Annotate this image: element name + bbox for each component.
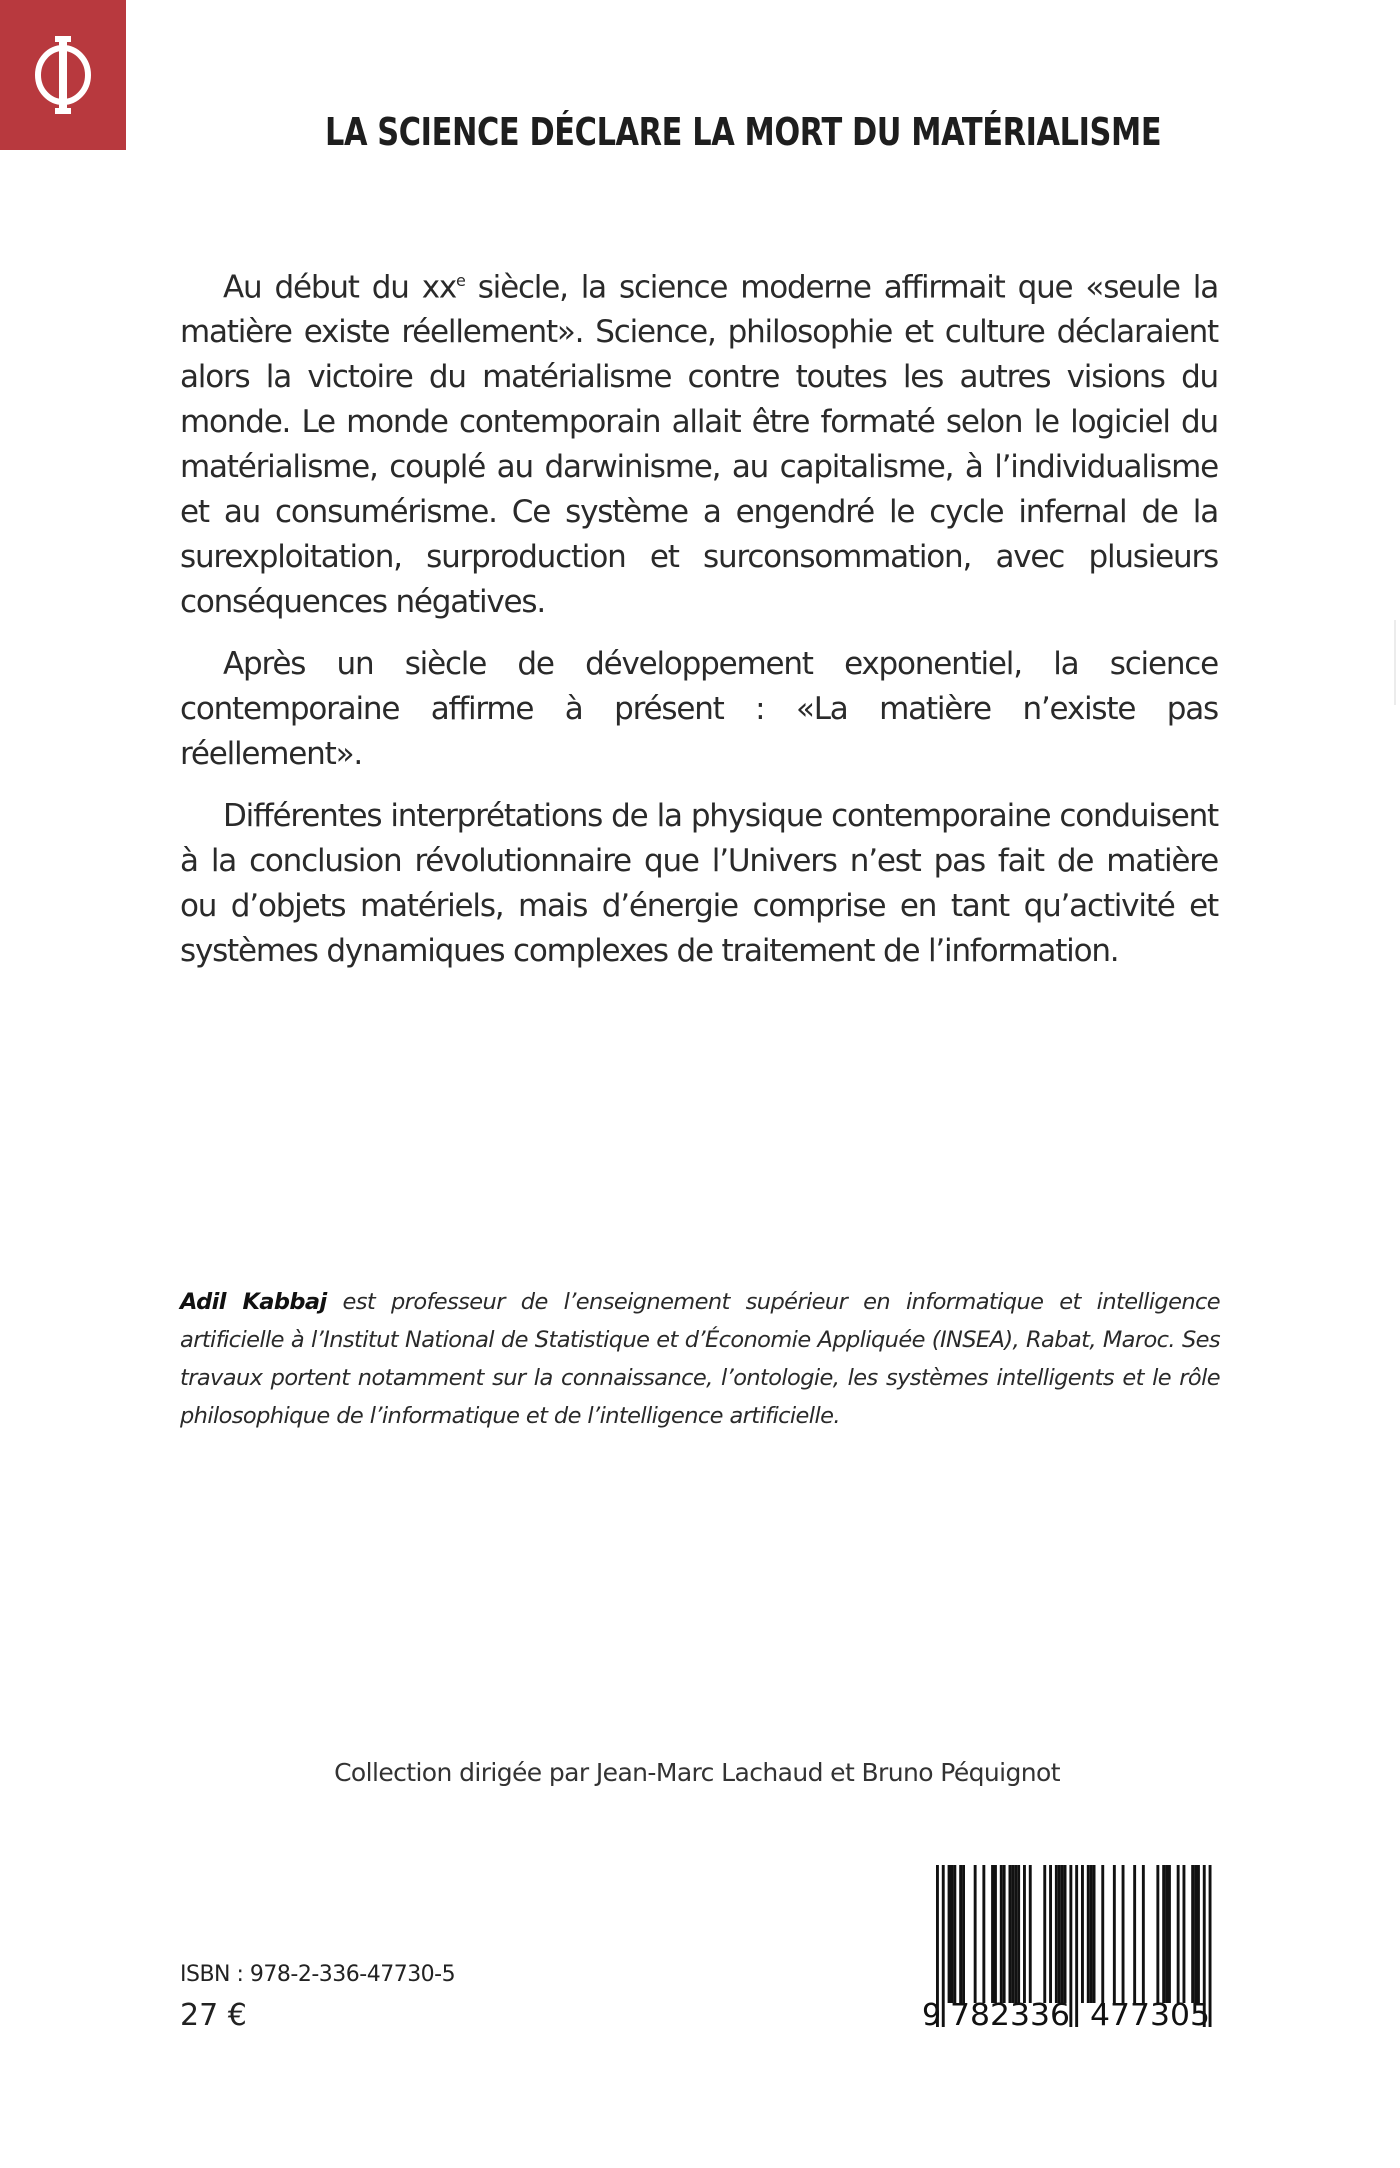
barcode-bar [1043, 1865, 1046, 2003]
barcode-bar [1058, 1865, 1061, 2003]
barcode-bar [1090, 1865, 1093, 2003]
barcode-bar [1113, 1865, 1116, 2003]
barcode-bar [1191, 1865, 1194, 2003]
barcode-bar [1000, 1865, 1003, 2003]
barcode-bar [1061, 1865, 1064, 2003]
barcode-bar [1055, 1865, 1058, 2003]
barcode-bar [1011, 1865, 1014, 2003]
barcode-bar [1133, 1865, 1136, 2003]
barcode-bar [982, 1865, 985, 2003]
barcode-digits-right: 477305 [1090, 1998, 1210, 2032]
blurb-paragraph: Différentes interprétations de la physique contemporaine conduisent à la conclusion révolutionnaire que l’Univers n’est pas fait de matière ou d’objets matériels, mais d’énergie comprise en tant qu’activité et systèmes dynamiques complexes de traitement de l’information. [180, 798, 1218, 970]
barcode-bar [1165, 1865, 1168, 2003]
barcode-bar [1101, 1865, 1104, 2003]
superscript: e [456, 271, 465, 290]
barcode-bar [953, 1865, 956, 2003]
barcode-bar [1156, 1865, 1159, 2003]
barcode-bar [1017, 1865, 1020, 2003]
barcode-bar [1014, 1865, 1017, 2003]
barcode-bar [1081, 1865, 1084, 2003]
barcode-bar [1023, 1865, 1026, 2003]
barcode-bar [962, 1865, 965, 2003]
isbn: ISBN : 978-2-336-47730-5 [180, 1962, 456, 1987]
barcode-bar [1177, 1865, 1180, 2003]
barcode-bar [1197, 1865, 1200, 2003]
barcode-bar [1168, 1865, 1171, 2003]
publisher-logo [0, 0, 126, 150]
barcode-bar [951, 1865, 954, 2003]
collection-text: Collection dirigée par Jean-Marc Lachaud et Bruno Péquignot [334, 1758, 1060, 1787]
barcode-bar [1029, 1865, 1032, 2003]
author-name: Adil Kabbaj [180, 1289, 327, 1315]
barcode-guard-bar [1075, 1865, 1078, 2027]
blurb-text: Au début du xx [223, 269, 457, 306]
barcode-bar [1049, 1865, 1052, 2003]
barcode-bar [959, 1865, 962, 2003]
barcode-digits-left: 782336 [950, 1998, 1070, 2032]
author-bio [180, 1283, 1220, 1435]
collection-credit [0, 1758, 1400, 1787]
barcode-bar [1122, 1865, 1125, 2003]
price: 27 € [180, 1998, 247, 2033]
blurb-text: siècle, la science moderne affirmait que «seule la matière existe réellement». Science, philosophie et culture déclaraient alors la victoire du matérialisme contre toutes les autres visions du monde. Le monde contemporain allait être formaté selon le logiciel du matérialisme, couplé au darwinisme, au capitalisme, à l’individualisme et au consumérisme. Ce système a engendré le cycle infernal de la surexploitation, surproduction et surconsommation, avec plusieurs conséquences négatives. [180, 269, 1218, 621]
barcode-digit-prefix: 9 [922, 1998, 942, 2032]
barcode-guard-bar [942, 1865, 945, 2027]
phi-logo-icon [0, 0, 126, 150]
barcode-bar [1142, 1865, 1145, 2003]
isbn-barcode [922, 1862, 1222, 2032]
barcode-bar [1194, 1865, 1197, 2003]
barcode-bar [974, 1865, 977, 2003]
back-cover-blurb [180, 258, 1218, 991]
barcode-bar [948, 1865, 951, 2003]
barcode-bar [994, 1865, 997, 2003]
barcode-bar [1064, 1865, 1067, 2003]
barcode-bar [1087, 1865, 1090, 2003]
book-title: LA SCIENCE DÉCLARE LA MORT DU MATÉRIALISME [325, 110, 1162, 154]
barcode-bar [1093, 1865, 1096, 2003]
blurb-paragraph: Après un siècle de développement exponentiel, la science contemporaine affirme à présent : «La matière n’existe pas réellement». [180, 646, 1218, 773]
barcode-bar [1009, 1865, 1012, 2003]
barcode-bar [1003, 1865, 1006, 2003]
barcode-bar [1162, 1865, 1165, 2003]
author-bio-text: est professeur de l’enseignement supérieur en informatique et intelligence artificielle à l’Institut National de Statistique et d’Économie Appliquée (INSEA), Rabat, Maroc. Ses travaux portent notamment sur la connaissance, l’ontologie, les systèmes intelligents et le rôle philosophique de l’informatique et de l’intelligence artificielle. [180, 1289, 1220, 1429]
blurb-paragraph [180, 258, 1218, 625]
edge-mark [1394, 620, 1396, 705]
barcode-bar [991, 1865, 994, 2003]
barcode-bar [1183, 1865, 1186, 2003]
